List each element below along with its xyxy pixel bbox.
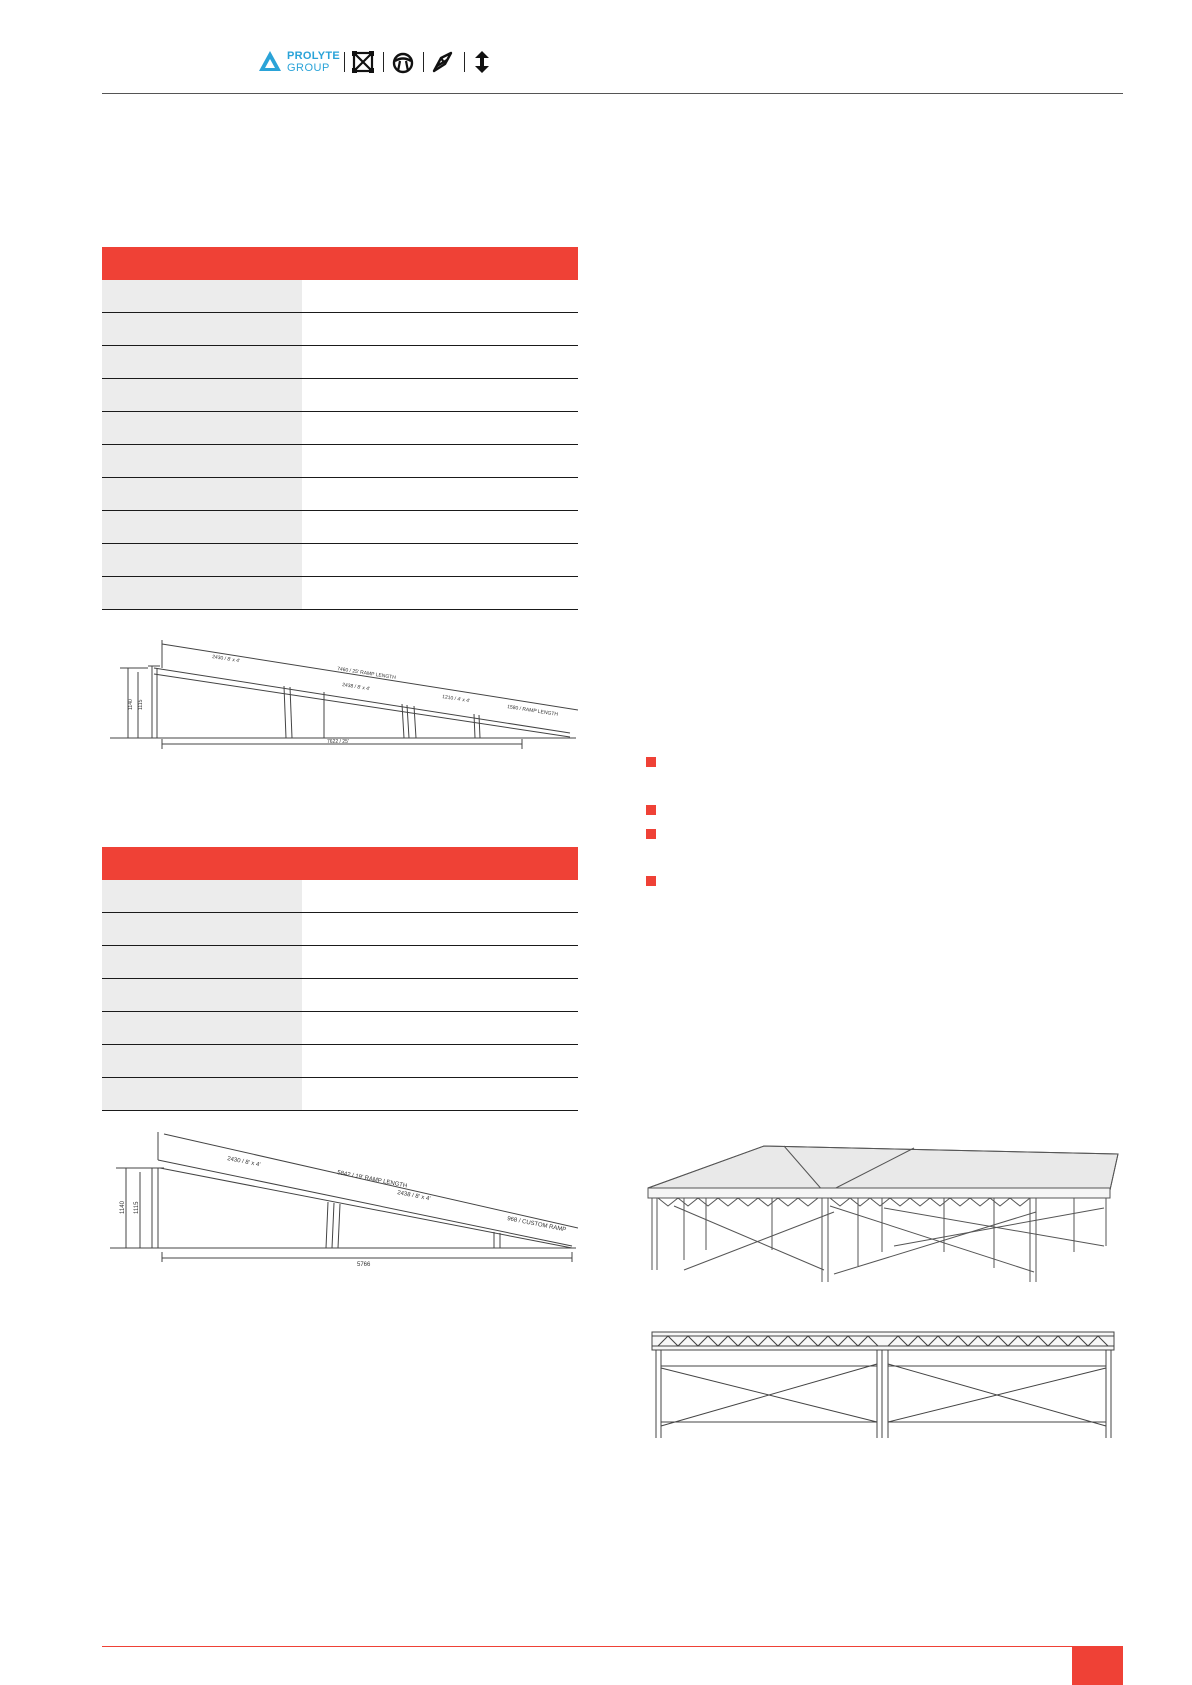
table-row xyxy=(102,313,578,346)
table-label-cell xyxy=(102,1012,302,1044)
stage-isometric-drawing xyxy=(644,1142,1120,1286)
ramp2-seg2-label: 2438 / 8' x 4' xyxy=(396,1190,431,1203)
table-label-cell xyxy=(102,346,302,378)
page-number-tab xyxy=(1072,1646,1123,1685)
brand-logo xyxy=(258,48,341,76)
table-value-cell xyxy=(302,346,578,378)
table-header xyxy=(102,247,578,280)
table-value-cell xyxy=(302,445,578,477)
table-row xyxy=(102,1045,578,1078)
table-value-cell xyxy=(302,478,578,510)
table-row xyxy=(102,280,578,313)
brand-subtitle: GROUP xyxy=(287,62,330,74)
table-label-cell xyxy=(102,313,302,345)
table-row xyxy=(102,412,578,445)
table-row xyxy=(102,478,578,511)
table-row xyxy=(102,577,578,610)
table-label-cell xyxy=(102,412,302,444)
table-row xyxy=(102,346,578,379)
header-separator xyxy=(423,52,424,72)
bullet-marker xyxy=(646,757,656,767)
footer-divider xyxy=(102,1646,1123,1647)
spec-table-2 xyxy=(102,847,578,1111)
table-label-cell xyxy=(102,544,302,576)
header-separator xyxy=(464,52,465,72)
bullet-marker xyxy=(646,805,656,815)
table-label-cell xyxy=(102,379,302,411)
table-label-cell xyxy=(102,946,302,978)
table-value-cell xyxy=(302,379,578,411)
table-row xyxy=(102,1012,578,1045)
table-label-cell xyxy=(102,1078,302,1110)
table-value-cell xyxy=(302,313,578,345)
table-row xyxy=(102,445,578,478)
stage-deck-icon xyxy=(391,50,415,74)
table-value-cell xyxy=(302,280,578,312)
ramp1-seg1-label: 2430 / 8' x 4' xyxy=(211,654,241,665)
table-value-cell xyxy=(302,511,578,543)
table-row xyxy=(102,379,578,412)
brand-name: PROLYTE xyxy=(287,50,341,62)
hoist-icon xyxy=(470,50,494,74)
table-label-cell xyxy=(102,1045,302,1077)
table-value-cell xyxy=(302,412,578,444)
ramp1-overall-label: 7460 / 25' RAMP LENGTH xyxy=(336,666,397,682)
table-label-cell xyxy=(102,511,302,543)
table-row xyxy=(102,1078,578,1111)
table-row xyxy=(102,913,578,946)
ramp2-overall-label: 5842 / 19' RAMP LENGTH xyxy=(336,1170,408,1190)
table-label-cell xyxy=(102,577,302,609)
table-value-cell xyxy=(302,913,578,945)
table-row xyxy=(102,979,578,1012)
rigging-icon xyxy=(431,50,455,74)
ramp1-height2-label: 1115 xyxy=(138,699,144,710)
table-value-cell xyxy=(302,1012,578,1044)
ramp1-end-label: 1580 / RAMP LENGTH xyxy=(506,704,559,718)
header-separator xyxy=(344,52,345,72)
table-value-cell xyxy=(302,946,578,978)
table-header xyxy=(102,847,578,880)
table-label-cell xyxy=(102,478,302,510)
header-separator xyxy=(383,52,384,72)
table-value-cell xyxy=(302,1078,578,1110)
table-row xyxy=(102,511,578,544)
table-label-cell xyxy=(102,880,302,912)
table-value-cell xyxy=(302,880,578,912)
table-row xyxy=(102,544,578,577)
header-divider xyxy=(102,93,1123,94)
table-row xyxy=(102,880,578,913)
spec-table-1 xyxy=(102,247,578,610)
ramp1-height1-label: 1140 xyxy=(128,699,134,710)
table-value-cell xyxy=(302,544,578,576)
truss-icon xyxy=(351,50,375,74)
ramp2-height2-label: 1115 xyxy=(134,1201,140,1214)
table-label-cell xyxy=(102,979,302,1011)
prolyte-logo-icon xyxy=(258,50,282,72)
ramp1-seg3-label: 1210 / 4' x 4' xyxy=(441,694,471,705)
ramp1-base-label: 7622 / 25' xyxy=(327,739,349,745)
ramp2-height1-label: 1140 xyxy=(120,1201,126,1214)
stage-elevation-drawing xyxy=(648,1330,1118,1442)
ramp-drawing-25ft xyxy=(102,622,578,750)
table-row xyxy=(102,946,578,979)
bullet-marker xyxy=(646,876,656,886)
ramp2-seg1-label: 2430 / 8' x 4' xyxy=(226,1156,261,1169)
table-value-cell xyxy=(302,979,578,1011)
ramp2-end-label: 968 / CUSTOM RAMP xyxy=(506,1216,567,1234)
table-label-cell xyxy=(102,280,302,312)
bullet-marker xyxy=(646,829,656,839)
ramp-drawing-19ft xyxy=(102,1128,578,1270)
table-value-cell xyxy=(302,1045,578,1077)
table-value-cell xyxy=(302,577,578,609)
ramp1-seg2-label: 2438 / 8' x 4' xyxy=(341,682,371,693)
table-label-cell xyxy=(102,445,302,477)
ramp2-base-label: 5766 xyxy=(357,1262,371,1268)
table-label-cell xyxy=(102,913,302,945)
